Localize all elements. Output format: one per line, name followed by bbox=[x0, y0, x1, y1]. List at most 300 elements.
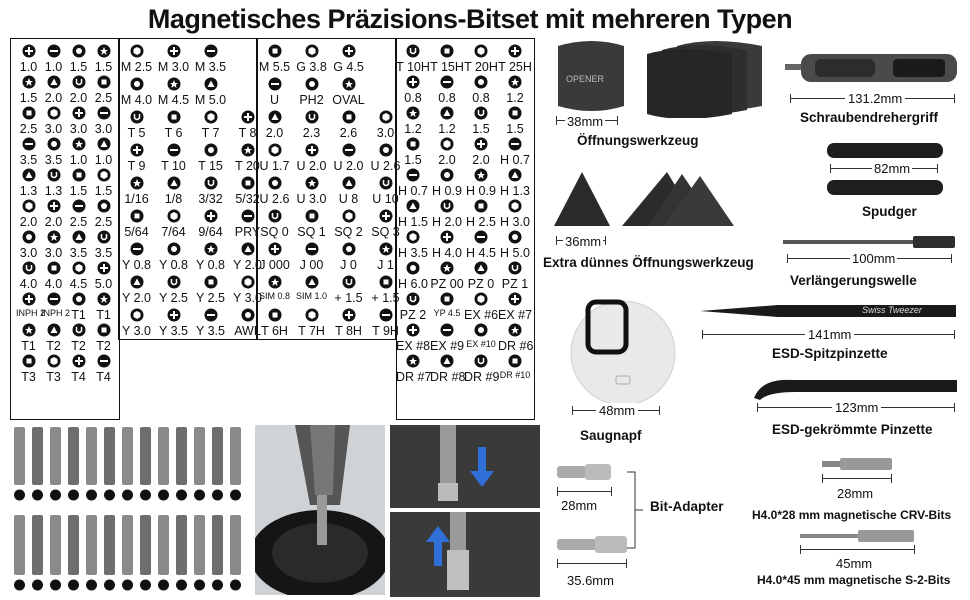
bit-image bbox=[104, 515, 115, 575]
bit-symbol-icon bbox=[342, 77, 356, 91]
bit-label: 1/16 bbox=[124, 192, 149, 206]
bit-symbol-icon bbox=[474, 354, 488, 368]
bit-label: 3.0 bbox=[19, 246, 38, 260]
bit-cell bbox=[464, 261, 498, 291]
bit-label: Y 3.5 bbox=[196, 324, 225, 338]
bit-label: T 20H bbox=[464, 60, 498, 74]
bit-symbol-icon bbox=[167, 275, 181, 289]
bit-label: H 2.0 bbox=[432, 215, 462, 229]
bit-symbol-icon bbox=[406, 292, 420, 306]
bit-cell bbox=[498, 44, 532, 74]
bit-tip-icon bbox=[230, 580, 241, 591]
bit-cell bbox=[430, 199, 464, 229]
bit-label: U 2.0 bbox=[333, 159, 364, 173]
bit-label: 3.5 bbox=[94, 246, 113, 260]
bit-image bbox=[50, 515, 61, 575]
bit-label: H 3.5 bbox=[398, 246, 428, 260]
bit-symbol-icon bbox=[379, 275, 393, 289]
bit-cell bbox=[155, 209, 192, 239]
extension-shaft bbox=[783, 234, 958, 250]
bit-label: T 9H bbox=[372, 324, 399, 338]
bit-cell bbox=[430, 292, 464, 318]
bit-symbol-icon bbox=[342, 110, 356, 124]
bit-cell bbox=[16, 230, 41, 260]
bit-label: U 8 bbox=[338, 192, 359, 206]
bit-cell bbox=[16, 168, 41, 198]
bit-cell bbox=[330, 275, 367, 305]
bit-label: 2.5 bbox=[94, 215, 113, 229]
bit-label: 2.5 bbox=[19, 122, 38, 136]
bit-cell bbox=[396, 323, 430, 353]
bit-symbol-icon bbox=[47, 168, 61, 182]
bit-tip-icon bbox=[32, 580, 43, 591]
bit-label: G 4.5 bbox=[333, 60, 364, 74]
bit-symbol-icon bbox=[406, 168, 420, 182]
bit-symbol-icon bbox=[305, 110, 319, 124]
bit-cell bbox=[293, 176, 330, 206]
bit-symbol-icon bbox=[97, 199, 111, 213]
bit-cell bbox=[464, 292, 498, 322]
bit-label: AWL bbox=[234, 324, 261, 338]
bit-label: 2.0 bbox=[44, 91, 63, 105]
bit-label: 3.5 bbox=[44, 153, 63, 167]
bit-cell bbox=[256, 176, 293, 206]
bit-image bbox=[194, 427, 205, 485]
bit-label: 5/32 bbox=[235, 192, 260, 206]
bit-symbol-icon bbox=[130, 143, 144, 157]
bit-cell bbox=[91, 106, 116, 136]
bit-symbol-icon bbox=[474, 137, 488, 151]
bit-cell bbox=[293, 110, 330, 140]
bit-symbol-icon bbox=[97, 44, 111, 58]
bit-label: 2.5 bbox=[94, 91, 113, 105]
bit-label: SIM 0.8 bbox=[258, 291, 290, 301]
bit-label: H 0.9 bbox=[466, 184, 496, 198]
bit-cell bbox=[256, 143, 293, 173]
bit-label: PZ 00 bbox=[430, 277, 464, 291]
bit-symbol-icon bbox=[305, 143, 319, 157]
bit-cell bbox=[66, 199, 91, 229]
bit-label: 1.2 bbox=[404, 122, 422, 136]
bit-label: M 4.0 bbox=[120, 93, 153, 107]
bit-image bbox=[176, 515, 187, 575]
bit-cell bbox=[118, 176, 155, 206]
bit-label: T 6H bbox=[261, 324, 288, 338]
bit-symbol-icon bbox=[342, 275, 356, 289]
bit-label: 1/8 bbox=[164, 192, 183, 206]
bit-label: 1.5 bbox=[69, 184, 88, 198]
bit-tip-icon bbox=[194, 490, 205, 501]
bit-symbol-icon bbox=[342, 143, 356, 157]
bit-symbol-icon bbox=[342, 242, 356, 256]
bit-cell bbox=[118, 143, 155, 173]
bit-tip-icon bbox=[14, 580, 25, 591]
bit-cell bbox=[16, 106, 41, 136]
bit-symbol-icon bbox=[305, 44, 319, 58]
bit-symbol-icon bbox=[508, 75, 522, 89]
bit-label: 1.5 bbox=[19, 91, 38, 105]
bit-label: 3.0 bbox=[69, 122, 88, 136]
bit-cell bbox=[430, 106, 464, 136]
suction-dim: 48mm bbox=[596, 403, 638, 418]
bit-symbol-icon bbox=[72, 137, 86, 151]
bit-symbol-icon bbox=[241, 242, 255, 256]
bit-label: H 0.9 bbox=[432, 184, 462, 198]
bit-symbol-icon bbox=[167, 77, 181, 91]
bit-45mm bbox=[798, 528, 918, 544]
bit-symbol-icon bbox=[72, 354, 86, 368]
opener-label: Öffnungswerkzeug bbox=[577, 133, 699, 148]
bit-label: M 2.5 bbox=[120, 60, 153, 74]
bit45-label: H4.0*45 mm magnetische S-2-Bits bbox=[757, 573, 951, 587]
bit-cell bbox=[192, 110, 229, 140]
bit-symbol-icon bbox=[406, 323, 420, 337]
bit-symbol-icon bbox=[508, 292, 522, 306]
bit-label: 0.8 bbox=[404, 91, 422, 105]
bit-label: T3 bbox=[21, 370, 36, 384]
bit-label: U 2.6 bbox=[259, 192, 290, 206]
bit-label: EX #7 bbox=[498, 308, 533, 322]
bit-symbol-icon bbox=[379, 143, 393, 157]
bit-cell bbox=[330, 44, 367, 74]
bit-symbol-icon bbox=[167, 176, 181, 190]
magnet-photo-down bbox=[390, 425, 540, 508]
bit28-label: H4.0*28 mm magnetische CRV-Bits bbox=[752, 508, 952, 522]
bit-label: 3.5 bbox=[19, 153, 38, 167]
bit-label: DR #6 bbox=[498, 339, 534, 353]
bit-cell bbox=[396, 261, 430, 291]
bit-label: T 15 bbox=[198, 159, 223, 173]
bit-label: T 5 bbox=[127, 126, 146, 140]
bit-cell bbox=[192, 44, 229, 74]
bit-label: 2.0 bbox=[472, 153, 490, 167]
bit-tip-icon bbox=[176, 490, 187, 501]
bit-label: 7/64 bbox=[161, 225, 186, 239]
bit-label: DR #7 bbox=[396, 370, 432, 384]
bit-label: Y 3.0 bbox=[233, 291, 262, 305]
bit-symbol-icon bbox=[130, 176, 144, 190]
bit-symbol-icon bbox=[167, 308, 181, 322]
bit-tip-icon bbox=[122, 580, 133, 591]
bit-cell bbox=[396, 230, 430, 260]
bit-symbol-icon bbox=[47, 354, 61, 368]
bit-symbol-icon bbox=[440, 292, 454, 306]
bit-image bbox=[32, 427, 43, 485]
thin-opener-label: Extra dünnes Öffnungswerkzeug bbox=[543, 255, 754, 270]
bit-label: U bbox=[269, 93, 280, 107]
bit-symbol-icon bbox=[130, 275, 144, 289]
bit-symbol-icon bbox=[342, 209, 356, 223]
bit-cell bbox=[41, 168, 66, 198]
bit-symbol-icon bbox=[440, 199, 454, 213]
bit-cell bbox=[41, 199, 66, 229]
bit-label: T2 bbox=[46, 339, 61, 353]
bit-symbol-icon bbox=[474, 44, 488, 58]
bit-cell bbox=[41, 44, 66, 74]
bit-image bbox=[86, 427, 97, 485]
bit-image bbox=[212, 515, 223, 575]
bit-symbol-icon bbox=[130, 242, 144, 256]
bit-cell bbox=[118, 242, 155, 272]
bit-symbol-icon bbox=[130, 209, 144, 223]
bit-label: J 000 bbox=[259, 258, 290, 272]
bit-28mm bbox=[820, 456, 895, 472]
bit-label: 1.3 bbox=[44, 184, 63, 198]
bit-symbol-icon bbox=[204, 209, 218, 223]
bit-label: + 1.5 bbox=[371, 291, 400, 305]
bit-symbol-icon bbox=[508, 168, 522, 182]
bit-cell bbox=[396, 168, 430, 198]
bit-label: H 6.0 bbox=[398, 277, 428, 291]
bit-label: YP 4.5 bbox=[433, 308, 461, 318]
bit-symbol-icon bbox=[22, 106, 36, 120]
adapter-short-dim: 28mm bbox=[561, 498, 598, 513]
suction-cup bbox=[568, 298, 678, 408]
bit-symbol-icon bbox=[342, 176, 356, 190]
bit-symbol-icon bbox=[204, 110, 218, 124]
bit-cell bbox=[430, 75, 464, 105]
bit-symbol-icon bbox=[474, 292, 488, 306]
bit-label: 3.0 bbox=[44, 246, 63, 260]
bit-symbol-icon bbox=[474, 199, 488, 213]
bit-cell bbox=[192, 275, 229, 305]
bit-adapter-short bbox=[555, 460, 615, 485]
bit-cell bbox=[498, 137, 532, 167]
bit-cell bbox=[430, 261, 464, 291]
bit-label: 1.2 bbox=[506, 91, 524, 105]
bit-symbol-icon bbox=[342, 308, 356, 322]
bit-cell bbox=[430, 230, 464, 260]
bit-symbol-icon bbox=[72, 261, 86, 275]
bit-tip-icon bbox=[194, 580, 205, 591]
bit-label: 2.5 bbox=[69, 215, 88, 229]
tweezer-straight-dim: 141mm bbox=[805, 327, 854, 342]
bit-image bbox=[104, 427, 115, 485]
bit-cell bbox=[91, 261, 116, 291]
bit-cell bbox=[293, 77, 330, 107]
tweezer-curved-dim: 123mm bbox=[832, 400, 881, 415]
bit-label: SQ 3 bbox=[371, 225, 400, 239]
bit-label: M 3.0 bbox=[157, 60, 190, 74]
bit-label: T 8H bbox=[335, 324, 362, 338]
bit-symbol-icon bbox=[22, 230, 36, 244]
bit-label: 1.0 bbox=[19, 60, 38, 74]
bit-label: 2.3 bbox=[302, 126, 321, 140]
bit-label: H 5.0 bbox=[500, 246, 530, 260]
bit-label: M 5.5 bbox=[258, 60, 291, 74]
bit-symbol-icon bbox=[72, 230, 86, 244]
bit-symbol-icon bbox=[440, 137, 454, 151]
bit-image bbox=[14, 427, 25, 485]
bit-symbol-icon bbox=[22, 323, 36, 337]
bit-symbol-icon bbox=[379, 242, 393, 256]
bit-label: 4.5 bbox=[69, 277, 88, 291]
bit-symbol-icon bbox=[97, 137, 111, 151]
bit-cell bbox=[430, 168, 464, 198]
bit-tip-icon bbox=[158, 490, 169, 501]
bit-symbol-icon bbox=[440, 44, 454, 58]
bit-label: 9/64 bbox=[198, 225, 223, 239]
bit-label: G 3.8 bbox=[296, 60, 327, 74]
screwdriver-photo-illustration bbox=[255, 425, 385, 595]
bit-label: 2.0 bbox=[438, 153, 456, 167]
bit-cell bbox=[256, 242, 293, 272]
bit-label: 1.0 bbox=[44, 60, 63, 74]
bit-symbol-icon bbox=[167, 110, 181, 124]
bit-label: J 00 bbox=[299, 258, 324, 272]
bit-cell bbox=[118, 308, 155, 338]
bit-tip-icon bbox=[50, 490, 61, 501]
bit-cell bbox=[41, 354, 66, 384]
bit-symbol-icon bbox=[241, 110, 255, 124]
bit-symbol-icon bbox=[241, 176, 255, 190]
bit-label: 5.0 bbox=[94, 277, 113, 291]
bit-symbol-icon bbox=[47, 230, 61, 244]
bit-cell bbox=[66, 106, 91, 136]
bit-symbol-icon bbox=[440, 354, 454, 368]
bit-symbol-icon bbox=[22, 354, 36, 368]
bit-symbol-icon bbox=[379, 176, 393, 190]
bit-label: Y 2.5 bbox=[196, 291, 225, 305]
bit-tip-icon bbox=[212, 490, 223, 501]
bit-image bbox=[140, 515, 151, 575]
bit-cell bbox=[118, 44, 155, 74]
screwdriver-photo bbox=[255, 425, 385, 595]
bit-cell bbox=[155, 308, 192, 338]
magnet-up-illustration bbox=[390, 512, 540, 597]
bit-tip-icon bbox=[212, 580, 223, 591]
bit-symbol-icon bbox=[204, 143, 218, 157]
bit-cell bbox=[91, 199, 116, 229]
bit-cell bbox=[256, 209, 293, 239]
bit-label: 0.8 bbox=[472, 91, 490, 105]
bit-symbol-icon bbox=[47, 292, 61, 306]
bit-symbol-icon bbox=[474, 323, 488, 337]
bit-symbol-icon bbox=[97, 75, 111, 89]
bit-cell bbox=[430, 323, 464, 353]
bit-symbol-icon bbox=[97, 261, 111, 275]
bit-label: EX #10 bbox=[466, 339, 496, 349]
bit-cell bbox=[16, 137, 41, 167]
bit-label: H 0.7 bbox=[500, 153, 530, 167]
bit-cell bbox=[155, 176, 192, 206]
bit-label: 3.5 bbox=[69, 246, 88, 260]
bit-cell bbox=[91, 230, 116, 260]
bit-cell bbox=[41, 75, 66, 105]
adapter-long-dim-line bbox=[557, 563, 627, 564]
bit-image bbox=[212, 427, 223, 485]
bit-image bbox=[68, 427, 79, 485]
bit-symbol-icon bbox=[379, 209, 393, 223]
bit-adapter-long bbox=[555, 532, 630, 557]
bit-label: U 10 bbox=[372, 192, 399, 206]
bit-symbol-icon bbox=[508, 137, 522, 151]
bit-cell bbox=[330, 242, 367, 272]
spudger-dim: 82mm bbox=[874, 161, 911, 176]
bit-tip-icon bbox=[230, 490, 241, 501]
bit-symbol-icon bbox=[167, 44, 181, 58]
bit-symbol-icon bbox=[167, 143, 181, 157]
bit-cell bbox=[192, 143, 229, 173]
bit-cell bbox=[464, 44, 498, 74]
bit-cell bbox=[16, 354, 41, 384]
bit-cell bbox=[464, 106, 498, 136]
bit-symbol-icon bbox=[474, 168, 488, 182]
bit-label: DR #9 bbox=[464, 370, 500, 384]
adapter-bracket bbox=[625, 470, 645, 550]
bit-tip-icon bbox=[86, 580, 97, 591]
bit-cell bbox=[396, 292, 430, 322]
bit-symbol-icon bbox=[130, 308, 144, 322]
bit-label: PRY bbox=[234, 225, 261, 239]
bit-label: T 7 bbox=[201, 126, 220, 140]
bit-symbol-icon bbox=[241, 308, 255, 322]
bit-symbol-icon bbox=[268, 143, 282, 157]
bit-cell bbox=[330, 176, 367, 206]
bit-image bbox=[230, 427, 241, 485]
bit-label: H 3.0 bbox=[500, 215, 530, 229]
bit-label: PH2 bbox=[299, 93, 324, 107]
bit-symbol-icon bbox=[97, 354, 111, 368]
bit-image bbox=[158, 427, 169, 485]
bit-cell bbox=[118, 110, 155, 140]
bit-label: 1.3 bbox=[19, 184, 38, 198]
bit-image bbox=[140, 427, 151, 485]
bit-cell bbox=[498, 354, 532, 380]
bit-cell bbox=[464, 75, 498, 105]
bit-cell bbox=[155, 77, 192, 107]
bit-cell bbox=[66, 230, 91, 260]
bit-symbol-icon bbox=[305, 209, 319, 223]
bit-symbol-icon bbox=[508, 44, 522, 58]
bit-label: SIM 1.0 bbox=[295, 291, 327, 301]
screwdriver-handle bbox=[785, 50, 960, 88]
bit-label: U 3.0 bbox=[296, 192, 327, 206]
bit-cell bbox=[91, 75, 116, 105]
bit-cell bbox=[330, 110, 367, 140]
bit-label: J 1 bbox=[377, 258, 394, 272]
bit-label: INPH 2 bbox=[16, 308, 46, 318]
page-title: Magnetisches Präzisions-Bitset mit mehreren Typen bbox=[147, 4, 793, 34]
bit-cell bbox=[66, 261, 91, 291]
tweezer-curved-label: ESD-gekrömmte Pinzette bbox=[772, 422, 933, 437]
thin-opener-tools bbox=[552, 170, 762, 232]
bit-label: PZ 0 bbox=[467, 277, 495, 291]
bit-symbol-icon bbox=[72, 44, 86, 58]
bit-symbol-icon bbox=[406, 44, 420, 58]
bit-symbol-icon bbox=[474, 230, 488, 244]
bit-label: T 25H bbox=[498, 60, 532, 74]
bit-symbol-icon bbox=[22, 75, 36, 89]
bit-symbol-icon bbox=[204, 308, 218, 322]
bit45-dim: 45mm bbox=[836, 556, 873, 571]
bit-cell bbox=[498, 261, 532, 291]
bit-symbol-icon bbox=[241, 209, 255, 223]
bit-tip-icon bbox=[104, 580, 115, 591]
bit-cell bbox=[66, 137, 91, 167]
bit-symbol-icon bbox=[130, 110, 144, 124]
bit-cell bbox=[498, 323, 532, 353]
bit-label: PZ 1 bbox=[501, 277, 529, 291]
bit-tip-icon bbox=[176, 580, 187, 591]
bit-symbol-icon bbox=[72, 292, 86, 306]
bit-cell bbox=[118, 77, 155, 107]
bit-label: M 4.5 bbox=[157, 93, 190, 107]
bit-label: 1.5 bbox=[94, 60, 113, 74]
bit-symbol-icon bbox=[97, 292, 111, 306]
bit-tip-icon bbox=[32, 490, 43, 501]
bit-cell bbox=[155, 44, 192, 74]
